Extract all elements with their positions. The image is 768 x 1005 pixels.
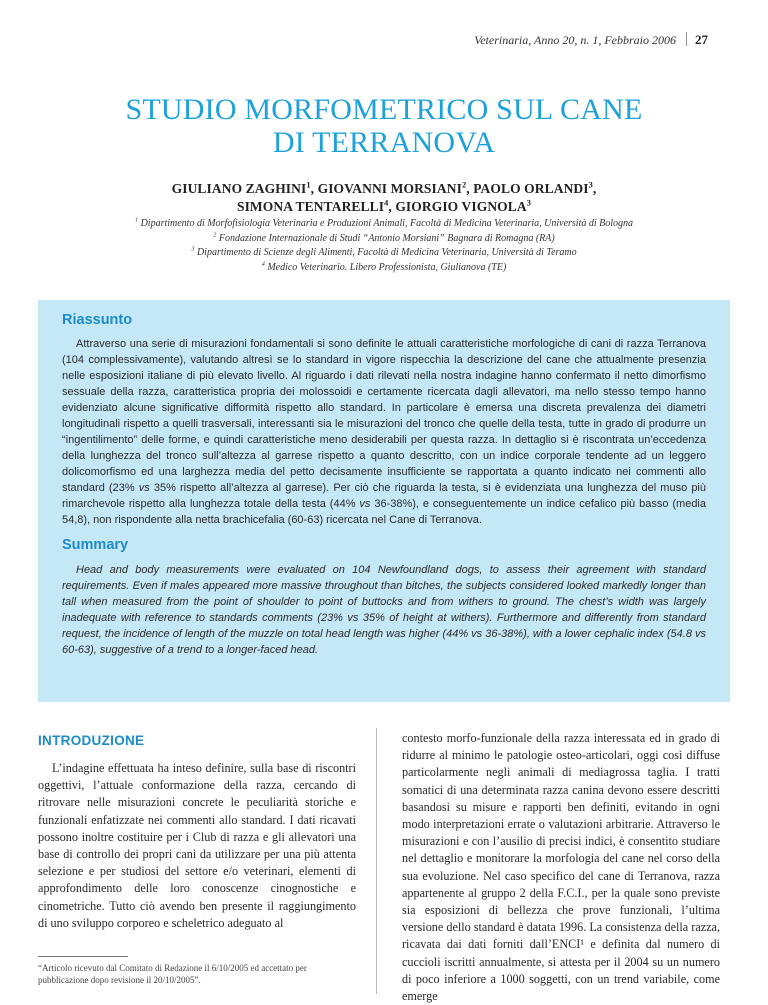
affiliation-number: 4 xyxy=(261,260,265,268)
author-affiliation-mark: 3 xyxy=(526,198,532,208)
footnote: “Articolo ricevuto dal Comitato di Redazione il 6/10/2005 ed accettato per pubblicazione dopo revisione il 20/10/2005”. xyxy=(38,963,307,985)
author-affiliation-mark: 4 xyxy=(384,198,389,208)
title-line-1: STUDIO MORFOMETRICO SUL CANE xyxy=(125,93,643,126)
author-line-1 xyxy=(0,180,768,198)
affiliation-text: Dipartimento di Morfofisiologia Veterinaria e Produzioni Animali, Facoltà di Medicina Veterinaria, Università di Bologna xyxy=(140,218,634,229)
introduction-heading: INTRODUZIONE xyxy=(38,733,145,748)
author-separator: , xyxy=(310,181,318,196)
author-name: GIORGIO VIGNOLA xyxy=(395,199,527,214)
introduction-text-left: L’indagine effettuata ha inteso definire, sulla base di riscontri oggettivi, l’attuale conformazione della razza, cercando di ritrovare nelle misurazioni concrete le peculiarità storiche e funzionali enfatizzate nei commenti allo standard. I dati ricavati possono inoltre costituire per i Club di razza e gli allevatori una base di controllo dei propri cani da utilizzare per una più attenta selezione e per studiosi del settore e/o veterinari, elementi di approfondimento delle loro conoscenze cinognostiche e cinometriche. Tutto ciò avendo ben presente il raggiungimento di uno sviluppo corporeo e scheletrico adeguato al xyxy=(38,761,356,930)
affiliation-number: 1 xyxy=(134,216,139,224)
affiliation-list xyxy=(40,217,728,275)
affiliation-number: 2 xyxy=(213,231,217,239)
riassunto-text: Attraverso una serie di misurazioni fondamentali si sono definite le attuali caratteristiche morfologiche di cani di razza Terranova (104 complessivamente), valutando altresì se lo standard in vigore rispecchia la descrizione del cane che attualmente presenzia nelle esposizioni italiane di più elevato livello. Al riguardo i dati rilevati nella nostra indagine hanno confermato il netto dimorfismo sessuale della razza, caratteristica propria dei molossoidi e certamente ricercata dagli allevatori, ma nello stesso tempo hanno evidenziato alcune significative difformità rispetto allo standard. In particolare è emersa una discreta prevalenza dei diametri longitudinali rispetto a quelli trasversali, interessanti sia le misurazioni del tronco che quelle della testa, tutte in grado di produrre un “ingentilimento” delle forme, e quindi caratteristiche meno desiderabili per questa razza. In dettaglio si è riscontrata un’eccedenza della lunghezza del tronco sull’altezza al garrese rispetto a quanto descritto, con un indice corporale tendente ad un leggero dolicomorfismo ed una larghezza media del petto decisamente insufficiente se rapportata a quanto indicato nei commenti allo standard (23% vs 35% rispetto all’altezza al garrese). Per ciò che riguarda la testa, si è evidenziata una lunghezza del muso più rimarchevole rispetto alla lunghezza totale della testa (44% vs 36-38%), e conseguentemente un indice cefalico più basso (media 54,8), non rispondente alla netta brachicefalia (60-63) ricercata nel Cane di Terranova. xyxy=(62,338,706,526)
author-name: GIULIANO ZAGHINI xyxy=(171,181,307,196)
summary-heading: Summary xyxy=(62,537,129,553)
affiliation-item xyxy=(40,217,728,232)
author-list xyxy=(0,180,768,216)
affiliation-item xyxy=(40,246,728,261)
abstract-box xyxy=(38,300,730,702)
author-affiliation-mark: 2 xyxy=(461,180,467,190)
page-number: 27 xyxy=(695,32,708,47)
affiliation-text: Medico Veterinario. Libero Professionista, Giulianova (TE) xyxy=(267,261,507,273)
title-line-2: DI TERRANOVA xyxy=(272,126,496,159)
header-divider xyxy=(686,32,687,46)
summary-text: Head and body measurements were evaluated on 104 Newfoundland dogs, to assess their agreement with standard requirements. Even if males appeared more massive throughout than bitches, the subjects considered looked markedly longer than tall when measured from the point of shoulder to point of buttocks and from withers to ground. The chest’s width was largely inadequate with reference to standards comments (23% vs 35% of height at withers). Furthermore and differently from standard request, the incidence of length of the muzzle on total head length was higher (44% vs 36-38%), with a lower cephalic index (54.8 vs 60-63), suggestive of a trend to a longer-faced head. xyxy=(62,564,706,656)
column-divider xyxy=(376,728,377,994)
affiliation-number: 3 xyxy=(191,245,195,253)
author-separator: , xyxy=(592,181,597,196)
author-affiliation-mark: 3 xyxy=(588,180,593,190)
affiliation-text: Fondazione Internazionale di Studi “Antonio Morsiani” Bagnara di Romagna (RA) xyxy=(218,232,555,244)
author-line-2 xyxy=(0,198,768,216)
author-name: SIMONA TENTARELLI xyxy=(236,199,385,214)
footnote-rule xyxy=(38,956,128,957)
article-title xyxy=(0,93,768,159)
introduction-text-right: contesto morfo-funzionale della razza interessata ed in grado di ridurre al minimo le patologie osteo-articolari, oggi così diffuse particolarmente negli animali di mediagrossa taglia. I tratti somatici di una determinata razza canina devono essere descritti basandosi su misure e rapporti ben definiti, evitando in ogni modo interpretazioni errate o valutazioni arbitrarie. Attraverso le misurazioni e con l’ausilio di precisi indici, è consentito studiare nel dettaglio e monitorare la morfologia del cane nel corso della sua evoluzione. Nel caso specifico del cane di Terranova, razza appartenente al gruppo 2 della F.C.I., per la quale sono previste sia esposizioni di bellezza che prove funzionali, l’ultima versione dello standard è datata 1996. La consistenza della razza, ricavata dai dati forniti dall’ENCI¹ e definita dal numero di cuccioli iscritti annualmente, si attesta per il 2004 su un numero di poco inferiore a 1000 soggetti, con un trend variabile, come emerge xyxy=(402,731,720,1004)
author-separator: , xyxy=(466,181,474,196)
affiliation-item xyxy=(40,232,728,247)
author-separator: , xyxy=(388,199,396,214)
journal-citation: Veterinaria, Anno 20, n. 1, Febbraio 2006 xyxy=(474,33,676,47)
running-header xyxy=(0,30,708,48)
riassunto-heading: Riassunto xyxy=(62,312,133,328)
author-name: PAOLO ORLANDI xyxy=(473,181,589,196)
author-name: GIOVANNI MORSIANI xyxy=(317,181,462,196)
author-affiliation-mark: 1 xyxy=(306,180,311,190)
affiliation-text: Dipartimento di Scienze degli Alimenti, Facoltà di Medicina Veterinaria, Università di Teramo xyxy=(196,247,577,258)
affiliation-item xyxy=(40,261,728,276)
